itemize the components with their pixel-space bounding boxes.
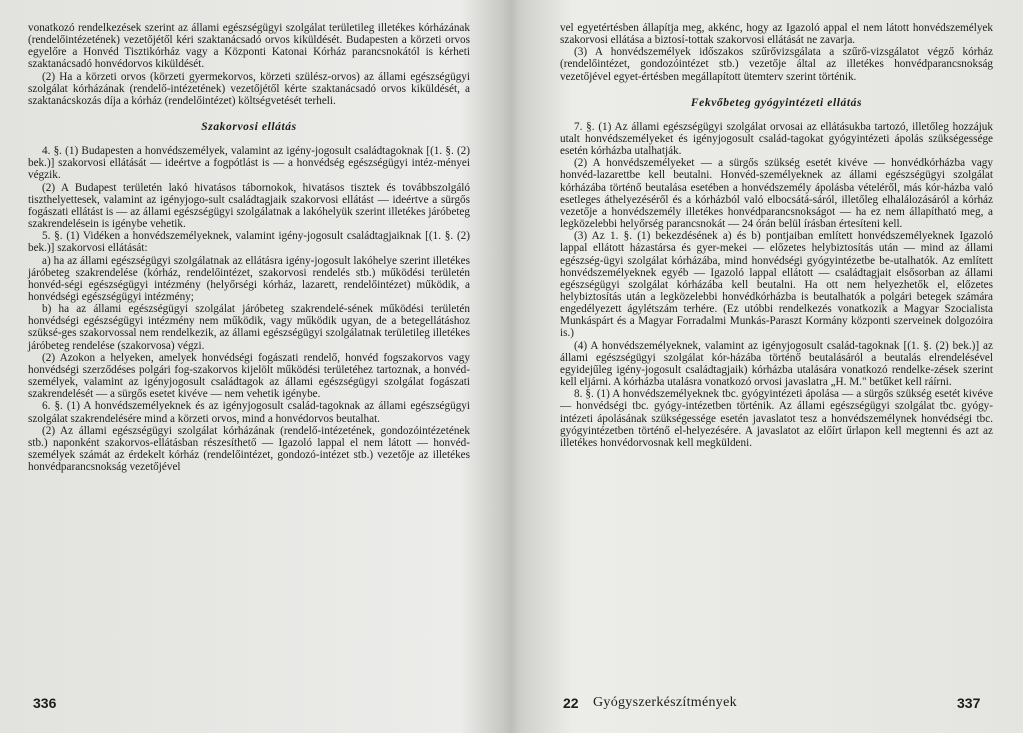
left-page-text-bottom <box>28 145 470 473</box>
right-page <box>560 22 993 449</box>
paragraph: (2) A Budapest területén lakó hivatásos tábornokok, hivatásos tisztek és továbbszolgáló tiszthelyettesek, valamint az igényjogo-sult családtagjaik szakorvosi ellátást — ideértve a sürgős fogászati ellátást is — az állami egészségügyi szolgálatnak a lakóhelyük szerint illetékes járóbeteg szakrendelésein is igénybe vehetik. <box>28 181 470 231</box>
paragraph: 5. §. (1) Vidéken a honvédszemélyeknek, valamint igény-jogosult családtagjaiknak [(1. §. (2) bek.)] szakorvosi ellátását: <box>28 230 470 255</box>
paragraph: (4) A honvédszemélyeknek, valamint az igényjogosult család-tagoknak [(1. §. (2) bek.)] az állami egészségügyi szolgálat kór-házába történő beutalásáról a beutalás elrendelésével egyidejűleg igény-jogosult családtagjaik) kórházba utalására vonatkozó rendelke-zések szerint kell eljárni. A kórházba utalásra vonatkozó orvosi javaslatra „H. M." betűket kell ráírni. <box>560 339 993 389</box>
paragraph: b) ha az állami egészségügyi szolgálat járóbeteg szakrendelé-sének működési területén honvédségi egészségügyi intézmény nem működik, vagy működik ugyan, de a betegellátáshoz szüksé-ges szakorvossal nem rendelkezik, az állami egészségügyi szolgálatnak területileg illetékes járóbeteg rendelése (szakorvosa) végzi. <box>28 303 470 352</box>
paragraph: (2) Azokon a helyeken, amelyek honvédségi fogászati rendelő, honvéd fogszakorvos vagy honvédségi szerződéses polgári fog-szakorvos kijelölt működési területéhez tartoznak, a honvéd-személyek, valamint az igényjogosult családtagok az állami egészségügyi szolgálat fogászati szakrendelését — a sürgős esetet kivéve — nem vehetik igénybe. <box>28 351 470 401</box>
paragraph: 8. §. (1) A honvédszemélyeknek tbc. gyógyintézeti ápolása — a sürgős szükség esetét kivéve — honvédségi tbc. gyógy-intézetben történik. Az állami egészségügyi szolgálat tbc. gyógy-intézeti ápolásának szükségessége esetén javaslatot tesz a honvédszemélynek honvédségi tbc. gyógyintézetben történő el-helyezésére. A javaslatot az előírt űrlapon kell megtenni és azt az illetékes honvédorvosnak kell megküldeni. <box>560 388 993 449</box>
paragraph: 4. §. (1) Budapesten a honvédszemélyek, valamint az igény-jogosult családtagoknak [(1. §. (2) bek.)] szakorvosi ellátását — ideértve a fogpótlást is — a honvédség egészségügyi intéz-ményei végzik. <box>28 145 470 182</box>
section-heading: Fekvőbeteg gyógyintézeti ellátás <box>690 96 863 109</box>
paragraph: vel egyetértésben állapítja meg, akkénc, hogy az Igazoló appal el nem látott honvédszemélyek szakorvosi ellátása a biztosí-tottak szakorvosi ellátását ne zavarja. <box>560 22 993 47</box>
section-heading: Szakorvosi ellátás <box>201 121 297 134</box>
paragraph: 7. §. (1) Az állami egészségügyi szolgálat orvosai az ellátásukba tartozó, illetőleg hozzájuk utalt honvédszemélyeket és igényjogosult család-tagokat gyógyintézeti ápolás szükségessége esetén kórházba utalhatják. <box>560 120 993 158</box>
right-page-text-top <box>560 22 993 83</box>
paragraph: (2) A honvédszemélyeket — a sürgős szükség esetét kivéve — honvédkórházba vagy honvéd-lazarettbe kell beutalni. Honvéd-személyeknek az állami egészségügyi szolgálat kórházába történő beutalása esetében a honvédszemély ápolásba vételéről, más kór-házba való esetleges áthelyezéséről és a kórházból való elbocsátá-sáról, illetőleg elhalálozásáról a kórház vezetője a honvédszemély illetékes honvédparancsnokságot — ha ez nem állapítható meg, a legközelebbi helyőrség parancsnokát — 24 órán belül írásban értesíteni kell. <box>560 157 993 231</box>
paragraph: vonatkozó rendelkezések szerint az állami egészségügyi szolgálat területileg illetékes kórházának (rendelőintézetének) vezetőjétől kéri szaktanácsadó orvos kiküldését. Budapesten a körzeti orvos egyelőre a Honvéd Tisztikórház vagy a Központi Katonai Kórház parancsnokától is kérheti szaktanácsadó honvédorvos kiküldését. <box>28 22 470 71</box>
paragraph: (3) A honvédszemélyek időszakos szűrővizsgálata a szűrő-vizsgálatot végző kórház (rendelőintézet, gondozóintézet stb.) vezetője által az illetékes honvédparancsnokság vezetőjével egyet-értésben megállapított ütemterv szerint történik. <box>560 46 993 83</box>
section-number: 22 <box>563 695 579 711</box>
paragraph: (2) Az állami egészségügyi szolgálat kórházának (rendelő-intézetének, gondozóintézetének stb.) naponként szakorvos-ellátásban részesíthető — Igazoló lappal el nem látott — honvéd-személyek számát az érdekelt kórház (rendelőintézet, gondozó-intézet stb.) vezetője az illetékes honvédparancsnokság vezetőjével <box>28 424 470 474</box>
page-number-right: 337 <box>957 695 981 711</box>
paragraph: (3) Az 1. §. (1) bekezdésének a) és b) pontjaiban említett honvédszemélyeknek Igazoló lappal ellátott házastársa és gyer-mekei — előzetes helybiztosítás után — mind az állami egészség-ügyi szolgálat kórházába, mind honvédségi gyógyintézetbe be-utalhatók. Az említett honvédszemélyeknek egyéb — Igazoló lappal ellátott — családtagjait elsősorban az állami egészségügyi szolgálat kórházába kell beutalni. Ha ott nem helyezhetők el, előzetes helybiztosítás után a legközelebbi honvédkórházba is beutalhatók a polgári betegek számára engedélyezett ágylétszám terhére. (Ez utóbbi rendelkezés vonatkozik a Magyar Szocialista Munkáspárt és a Magyar Forradalmi Munkás-Paraszt Kormány központi szerveinek dolgozóira is.) <box>560 230 993 340</box>
right-page-text-bottom <box>560 121 993 449</box>
left-page-text-top <box>28 22 470 107</box>
paragraph: (2) Ha a körzeti orvos (körzeti gyermekorvos, körzeti szülész-orvos) az állami egészségügyi szolgálat kórházának (rendelő-intézetének) vezetőjétől kérte szaktanácsadó orvos kiküldését, a szaktanácskozás díja a kórház (rendelőintézet) költségvetését terheli. <box>28 70 470 107</box>
left-page <box>28 22 470 473</box>
paragraph: a) ha az állami egészségügyi szolgálatnak az ellátásra igény-jogosult lakóhelye szerint illetékes járóbeteg szakrendelése (kórház, rendelőintézet, szakorvosi rendelés stb.) működési területén honvéd-ségi egészségügyi intézmény (helyőrségi kórház, lazarett, rendelőintézet) működik, a honvédségi egészségügyi intézmény; <box>28 254 470 303</box>
running-title: Gyógyszerkészítmények <box>593 695 737 710</box>
paragraph: 6. §. (1) A honvédszemélyeknek és az igényjogosult család-tagoknak az állami egészségügyi szolgálat szakrendelésére mind a körzeti orvos, mind a honvédorvos beutalhat. <box>28 400 470 425</box>
page-number-left: 336 <box>33 695 57 711</box>
